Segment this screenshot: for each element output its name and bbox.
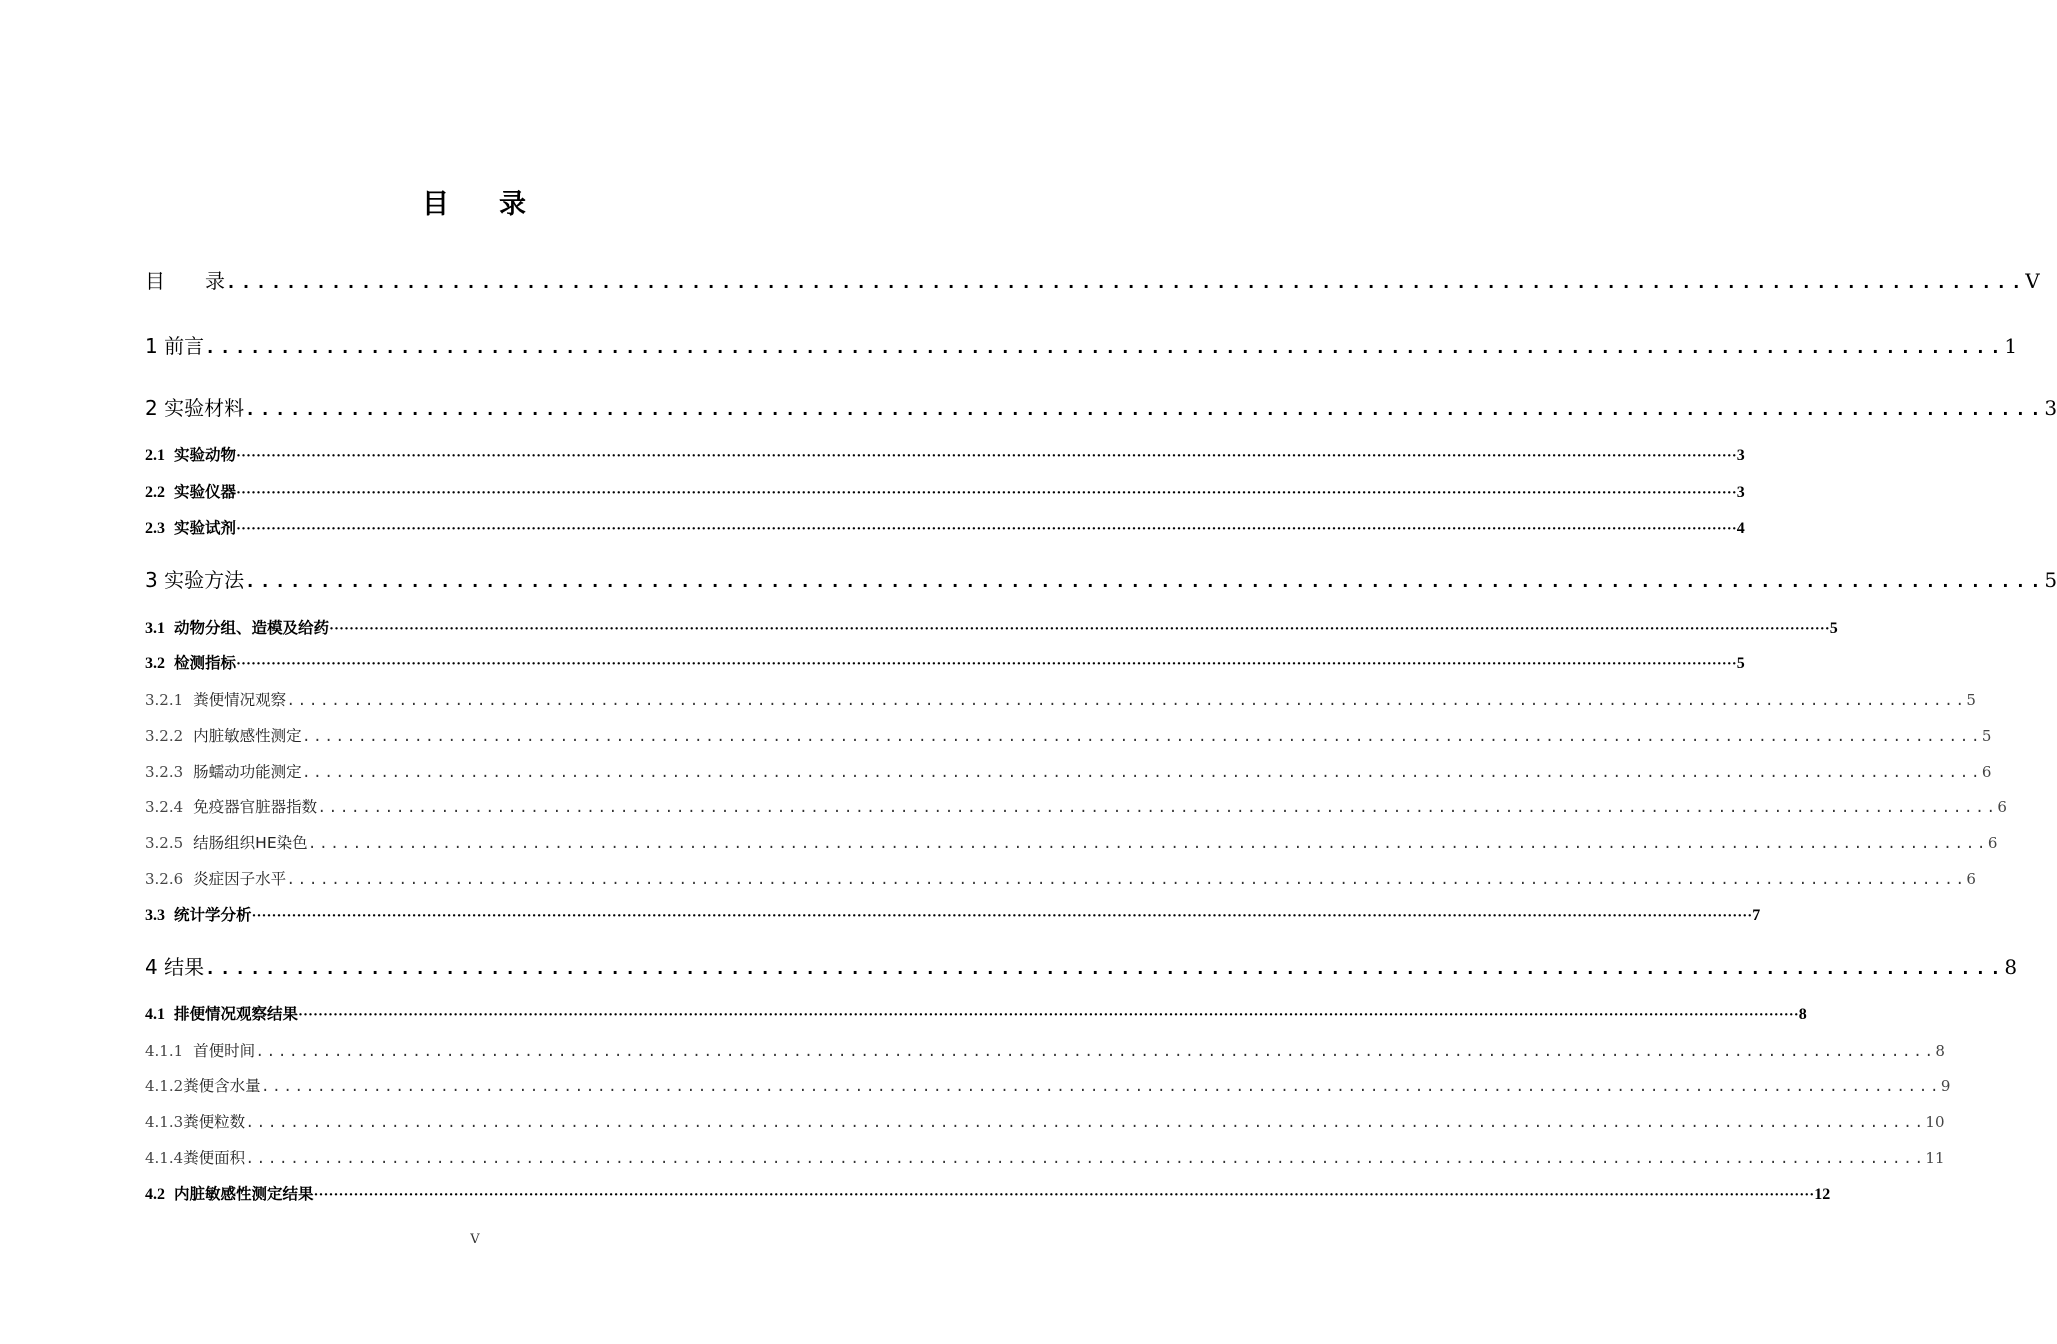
toc-leader-dots: ......................................................................................................................................................: [286, 693, 1967, 710]
toc-entry-page-number: 11: [1925, 1149, 1945, 1167]
toc-entry-number: 3.2.5: [145, 834, 184, 852]
toc-entry[interactable]: [145, 651, 1745, 673]
toc-entry-number: 4.2: [145, 1186, 165, 1203]
toc-entry-title: [145, 265, 225, 294]
toc-leader-dots: ············································································································································································································································································································: [236, 485, 1737, 501]
toc-entry[interactable]: [145, 480, 1745, 502]
toc-entry-title: [145, 1110, 245, 1132]
toc-entry-number: 3.2.4: [145, 798, 184, 816]
toc-entry-label: 粪便含水量: [183, 1077, 261, 1095]
toc-entry[interactable]: [145, 724, 1992, 746]
toc-leader-dots: ············································································································································································································································································································: [298, 1007, 1799, 1023]
toc-leader-dots: ......................................................................................................................................................: [301, 765, 1982, 782]
page-title-part2: 录: [499, 189, 528, 220]
toc-entry-number: 4.1: [145, 1006, 165, 1023]
toc-leader-dots: ············································································································································································································································································································: [251, 908, 1753, 924]
toc-leader-dots: ......................................................................................................................................................: [260, 1079, 1941, 1096]
toc-entry-label: 3 实验方法: [145, 568, 245, 592]
toc-entry-title: [145, 1039, 255, 1061]
toc-entry-page-number: 8: [2004, 955, 2018, 979]
toc-leader-dots: ........................................................................................................................: [204, 337, 2005, 360]
toc-entry-label: 结肠组织HE染色: [193, 834, 308, 852]
toc-entry-page-number: 7: [1752, 907, 1761, 924]
toc-entry-number: 3.2.6: [145, 870, 184, 888]
toc-leader-dots: ············································································································································································································································································································: [236, 448, 1737, 464]
toc-leader-dots: ......................................................................................................................................................: [286, 872, 1967, 889]
toc-entry-label: 目 录: [145, 269, 225, 293]
toc-entry-title: [145, 688, 286, 710]
toc-entry-page-number: 8: [1798, 1006, 1807, 1023]
toc-entry-title: [145, 867, 286, 889]
page-title: [0, 182, 950, 221]
toc-entry-number: 3.2.1: [145, 691, 184, 709]
toc-leader-dots: ......................................................................................................................................................: [245, 1115, 1926, 1132]
toc-entry-number: 4.1.3: [145, 1113, 184, 1131]
page-footer-number: V: [470, 1232, 480, 1247]
toc-entry-number: 3.2: [145, 655, 165, 672]
toc-entry-page-number: 9: [1940, 1077, 1951, 1095]
toc-entry-page-number: 4: [1736, 520, 1745, 537]
toc-entry-page-number: 3: [1736, 484, 1745, 501]
toc-entry[interactable]: [145, 867, 1976, 889]
toc-entry-title: [145, 760, 302, 782]
toc-entry-title: [145, 616, 329, 638]
toc-entry-title: [145, 564, 244, 593]
toc-entry-page-number: 6: [1966, 870, 1976, 888]
page-title-part1: 目: [422, 189, 451, 220]
toc-entry-number: 3.2.3: [145, 763, 184, 781]
toc-entry[interactable]: [145, 1039, 1945, 1061]
toc-entry-title: [145, 392, 244, 421]
toc-entry[interactable]: [145, 951, 2018, 981]
toc-entry-number: 2.1: [145, 447, 165, 464]
toc-leader-dots: ......................................................................................................................................................: [307, 836, 1988, 853]
toc-entry-number: 3.1: [145, 620, 165, 637]
toc-entry-page-number: 3: [1736, 447, 1745, 464]
toc-entry-title: [145, 480, 236, 502]
toc-entry-title: [145, 516, 236, 538]
toc-entry-label: 动物分组、造模及给药: [174, 619, 330, 637]
toc-entry[interactable]: [145, 443, 1745, 465]
toc-leader-dots: ············································································································································································································································································································: [236, 521, 1737, 537]
toc-entry-title: [145, 831, 308, 853]
toc-entry-label: 实验试剂: [174, 519, 237, 537]
toc-entry-label: 内脏敏感性测定: [193, 727, 302, 745]
toc-entry-page-number: 5: [2044, 568, 2057, 592]
toc-entry-title: [145, 651, 236, 673]
toc-entry-label: 4 结果: [145, 955, 205, 979]
toc-entry-title: [145, 1146, 245, 1168]
toc-entry-number: 4.1.1: [145, 1042, 184, 1060]
toc-entry[interactable]: [145, 688, 1976, 710]
toc-entry[interactable]: [145, 265, 2040, 295]
toc-entry-label: 粪便面积: [183, 1149, 246, 1167]
toc-entry-label: 实验动物: [174, 446, 237, 464]
toc-entry-label: 免疫器官脏器指数: [193, 798, 318, 816]
toc-leader-dots: ············································································································································································································································································································: [313, 1187, 1815, 1203]
toc-entry-title: [145, 724, 302, 746]
toc-entry-label: 粪便情况观察: [193, 691, 287, 709]
toc-entry-label: 粪便粒数: [183, 1113, 246, 1131]
toc-entry[interactable]: [145, 1074, 1951, 1096]
toc-entry[interactable]: [145, 760, 1992, 782]
toc-entry-title: [145, 951, 204, 980]
toc-entry[interactable]: [145, 1110, 1945, 1132]
toc-entry-page-number: 5: [1966, 691, 1976, 709]
toc-entry[interactable]: [145, 564, 2057, 594]
toc-leader-dots: ........................................................................................................................: [244, 399, 2045, 422]
toc-entry[interactable]: [145, 1002, 1807, 1024]
toc-entry-title: [145, 330, 204, 359]
toc-entry-title: [145, 1074, 261, 1096]
toc-leader-dots: ........................................................................................................................: [204, 958, 2005, 981]
toc-leader-dots: ......................................................................................................................................................: [301, 729, 1982, 746]
toc-entry-label: 首便时间: [193, 1042, 256, 1060]
toc-entry-label: 检测指标: [174, 654, 237, 672]
toc-entry-title: [145, 903, 252, 925]
toc-entry-number: 4.1.4: [145, 1149, 184, 1167]
toc-entry-page-number: 5: [1981, 727, 1992, 745]
toc-entry[interactable]: [145, 392, 2057, 422]
toc-entry-page-number: 5: [1829, 620, 1838, 637]
toc-entry[interactable]: [145, 516, 1745, 538]
toc-entry-page-number: 6: [1987, 834, 1998, 852]
toc-entry-title: [145, 1182, 314, 1204]
toc-entry-page-number: 8: [1935, 1042, 1945, 1060]
toc-entry-label: 排便情况观察结果: [174, 1005, 299, 1023]
toc-entry-number: 2.3: [145, 520, 165, 537]
toc-entry-label: 2 实验材料: [145, 396, 245, 420]
toc-leader-dots: ············································································································································································································································································································: [236, 656, 1737, 672]
toc-entry-page-number: 5: [1736, 655, 1745, 672]
toc-entry-page-number: 3: [2044, 396, 2057, 420]
toc-entry[interactable]: [145, 616, 1838, 638]
toc-entry-page-number: 12: [1814, 1186, 1831, 1203]
toc-entry[interactable]: [145, 1182, 1831, 1204]
toc-entry-label: 炎症因子水平: [193, 870, 287, 888]
toc-leader-dots: ........................................................................................................................: [244, 571, 2045, 594]
toc-entry-title: [145, 443, 236, 465]
toc-entry-label: 肠蠕动功能测定: [193, 763, 302, 781]
toc-leader-dots: ......................................................................................................................................................: [317, 800, 1998, 817]
toc-entry[interactable]: [145, 831, 1998, 853]
toc-leader-dots: ........................................................................................................................: [225, 272, 2026, 295]
toc-entry-page-number: 1: [2004, 334, 2018, 358]
toc-entry-page-number: V: [2025, 269, 2040, 293]
toc-leader-dots: ......................................................................................................................................................: [255, 1044, 1936, 1061]
toc-entry-page-number: 6: [1981, 763, 1992, 781]
toc-entry[interactable]: [145, 1146, 1945, 1168]
toc-entry[interactable]: [145, 330, 2018, 360]
toc-leader-dots: ············································································································································································································································································································: [329, 621, 1830, 637]
toc-leader-dots: ......................................................................................................................................................: [245, 1151, 1926, 1168]
toc-entry-number: 3.2.2: [145, 727, 184, 745]
toc-entry-label: 内脏敏感性测定结果: [174, 1185, 314, 1203]
toc-entry-label: 统计学分析: [174, 906, 252, 924]
toc-entry-number: 2.2: [145, 484, 165, 501]
toc-entry-title: [145, 1002, 298, 1024]
toc-entry-label: 1 前言: [145, 334, 205, 358]
toc-entry[interactable]: [145, 903, 1761, 925]
toc-entry-page-number: 6: [1997, 798, 2007, 816]
toc-entry-number: 4.1.2: [145, 1077, 184, 1095]
toc-entry-label: 实验仪器: [174, 483, 237, 501]
toc-entry-number: 3.3: [145, 907, 165, 924]
toc-entry[interactable]: [145, 795, 2007, 817]
toc-entry-page-number: 10: [1925, 1113, 1945, 1131]
toc-entry-title: [145, 795, 317, 817]
